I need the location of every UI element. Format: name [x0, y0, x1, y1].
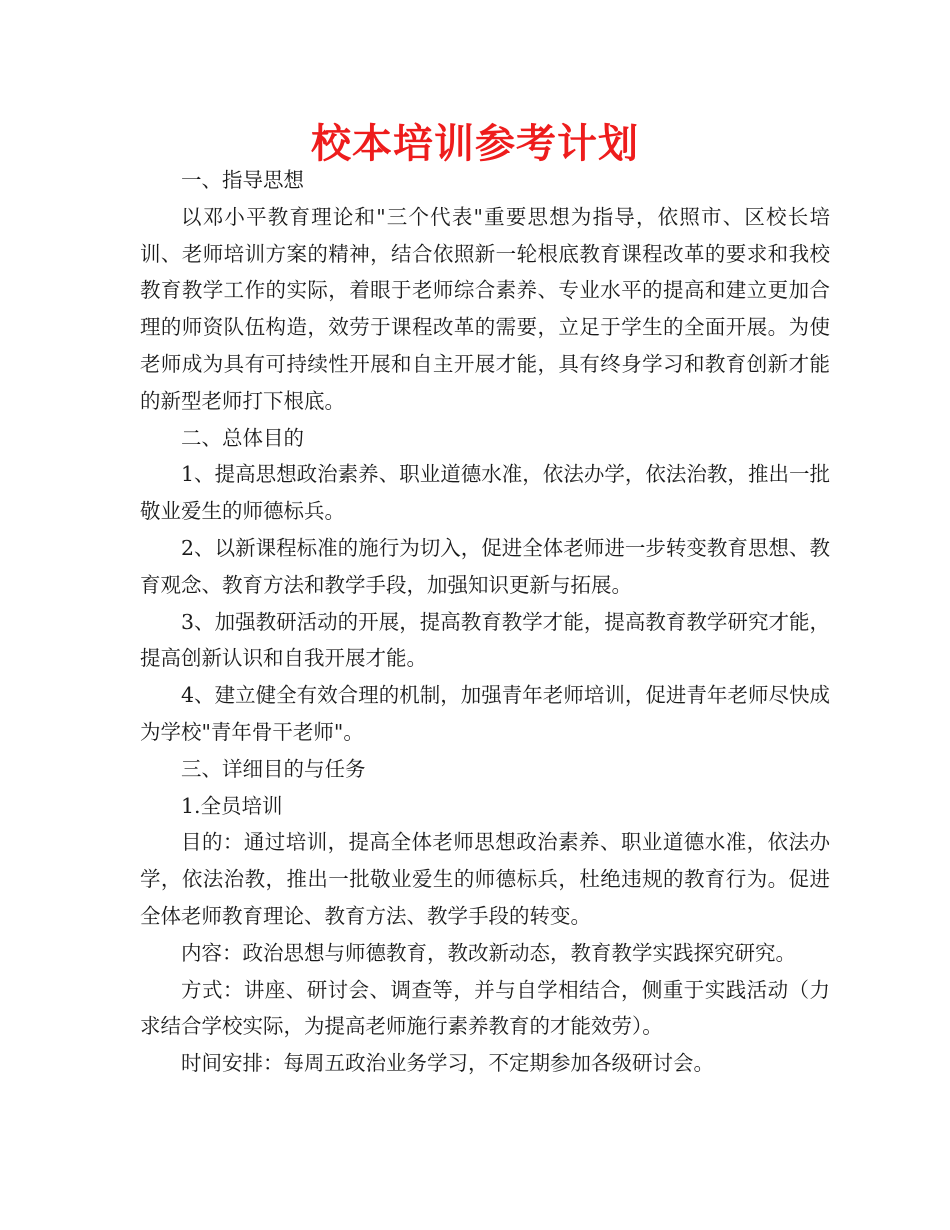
document-title: 校本培训参考计划 [311, 121, 639, 167]
paragraph-content: 内容：政治思想与师德教育，教改新动态，教育教学实践探究研究。 [181, 940, 796, 965]
section-heading-guiding-ideology: 一、指导思想 [181, 168, 304, 192]
goal-item-4: 4、建立健全有效合理的机制，加强青年老师培训，促进青年老师尽快成为学校"青年骨干老师"。 [140, 683, 830, 744]
goal-item-3: 3、加强教研活动的开展，提高教育教学才能，提高教育教学研究才能，提高创新认识和自我开展才能。 [140, 609, 830, 671]
subsection-heading-all-staff-training: 1.全员培训 [181, 793, 283, 818]
paragraph-purpose: 目的：通过培训，提高全体老师思想政治素养、职业道德水准，依法办学，依法治教，推出一批敬业爱生的师德标兵，杜绝违规的教育行为。促进全体老师教育理论、教育方法、教学手段的转变。 [140, 830, 830, 928]
paragraph-schedule: 时间安排：每周五政治业务学习，不定期参加各级研讨会。 [181, 1051, 714, 1076]
section-heading-detailed-goals: 三、详细目的与任务 [181, 756, 366, 781]
document-body [140, 162, 830, 1082]
paragraph-guiding-ideology: 以邓小平教育理论和"三个代表"重要思想为指导，依照市、区校长培训、老师培训方案的精神，结合依照新一轮根底教育课程改革的要求和我校教育教学工作的实际，着眼于老师综合素养、专业水平的提高和建立更加合理的师资队伍构造，效劳于课程改革的需要，立足于学生的全面开展。为使老师成为具有可持续性开展和自主开展才能，具有终身学习和教育创新才能的新型老师打下根底。 [140, 204, 830, 413]
section-heading-overall-goals: 二、总体目的 [181, 425, 304, 450]
goal-item-2: 2、以新课程标准的施行为切入，促进全体老师进一步转变教育思想、教育观念、教育方法和教学手段，加强知识更新与拓展。 [140, 535, 830, 597]
paragraph-method: 方式：讲座、研讨会、调查等，并与自学相结合，侧重于实践活动（力求结合学校实际，为提高老师施行素养教育的才能效劳）。 [140, 977, 830, 1039]
goal-item-1: 1、提高思想政治素养、职业道德水准，依法办学，依法治教，推出一批敬业爱生的师德标兵。 [140, 462, 830, 524]
